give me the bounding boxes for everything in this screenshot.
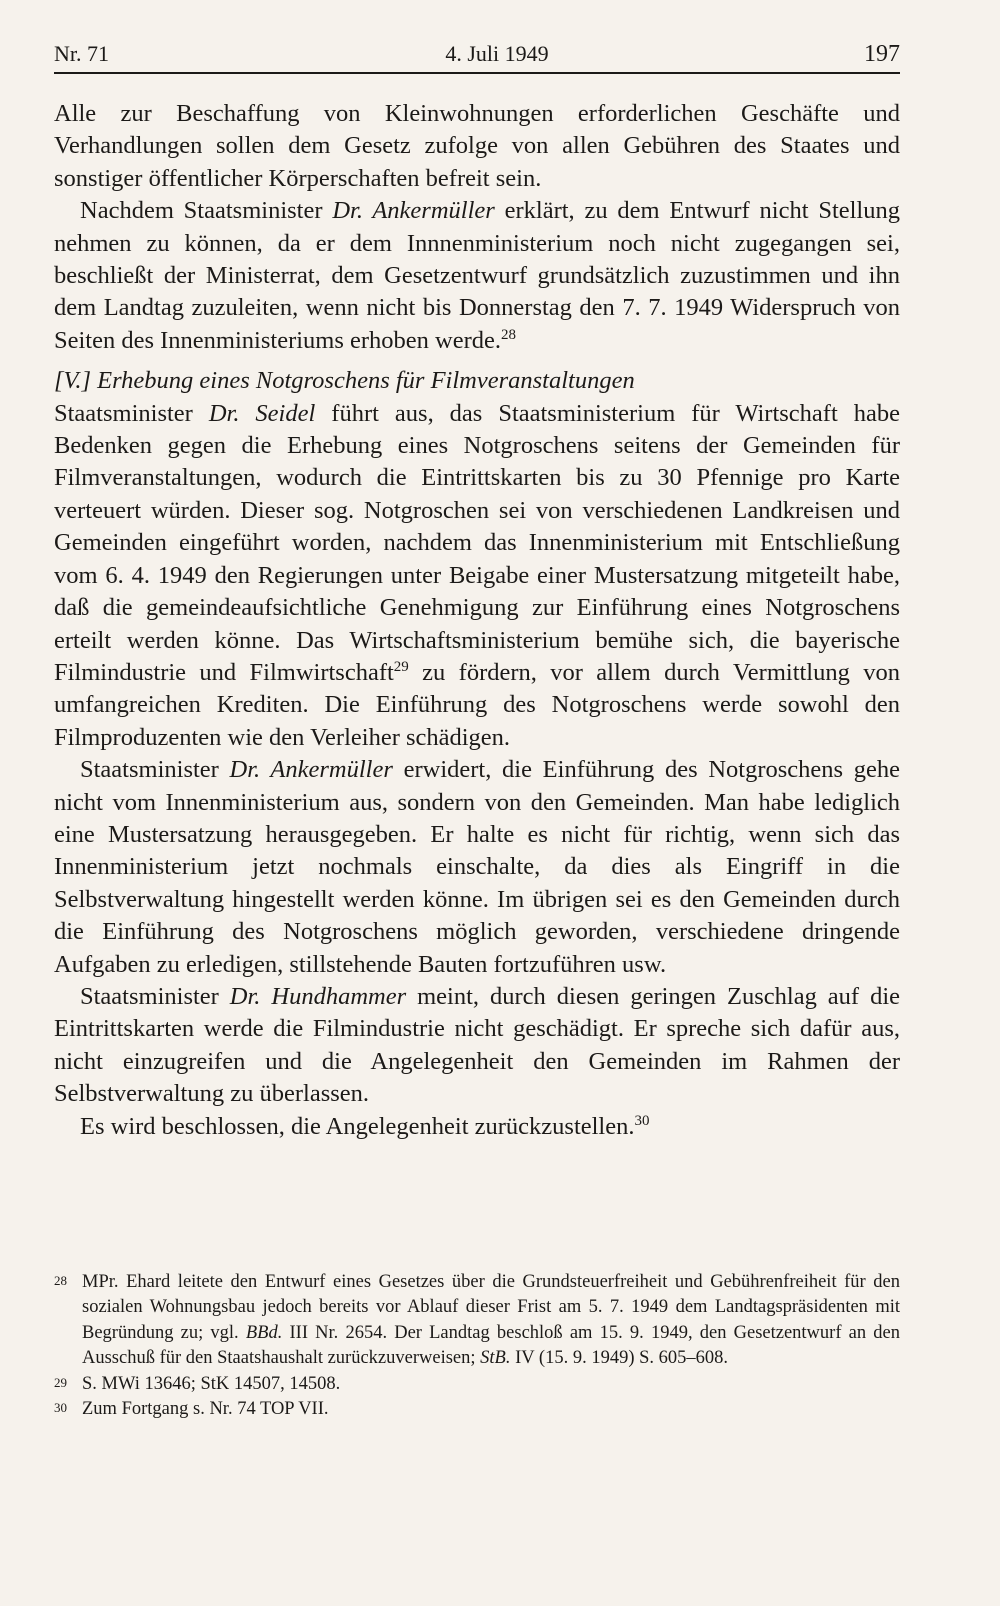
text-run: Staatsminister xyxy=(80,982,230,1010)
footnote-ref: 29 xyxy=(393,658,409,675)
footnote-ref: 30 xyxy=(634,1112,650,1129)
italic-text: Dr. Seidel xyxy=(208,399,316,427)
paragraph xyxy=(54,981,900,1111)
italic-text: Dr. Hundhammer xyxy=(229,982,407,1010)
paragraph xyxy=(54,754,900,981)
text-run: Zum Fortgang s. Nr. 74 TOP VII. xyxy=(82,1399,329,1420)
text-run: MPr. Ehard leitete den Entwurf eines Gesetzes über die Grundsteuerfreiheit und Gebührenfreiheit für den sozialen Wohnungsbau jedoch bereits vor Ablauf dieser Frist am 5. 7. 1949 dem Landtagspräsidenten mit Begründung zu; vgl. xyxy=(82,1272,900,1343)
page-number: 197 xyxy=(864,41,900,67)
text-run: führt aus, das Staatsministerium für Wirtschaft habe Bedenken gegen die Erhebung eines Notgroschens seitens der Gemeinden für Filmveranstaltungen, wodurch die Eintrittskarten bis zu 30 Pfennige pro Karte verteuert würden. Dieser sog. Notgroschen sei von verschiedenen Landkreisen und Gemeinden eingeführt worden, nachdem das Innenministerium mit Entschließung vom 6. 4. 1949 den Regierungen unter Beigabe einer Mustersatzung mitgeteilt habe, daß die gemeindeaufsichtliche Genehmigung zur Einführung eines Notgroschens erteilt werden könne. Das Wirtschaftsministerium bemühe sich, die bayerische Filmindustrie und Filmwirtschaft xyxy=(54,399,901,686)
footnotes xyxy=(54,1270,900,1422)
italic-text: Dr. Ankermüller xyxy=(229,756,393,784)
header-date: 4. Juli 1949 xyxy=(445,41,549,66)
footnote-number: 28 xyxy=(54,1273,67,1288)
running-header xyxy=(54,36,900,72)
italic-text: StB. xyxy=(480,1348,511,1369)
main-text xyxy=(54,98,900,1143)
italic-text: Dr. Ankermüller xyxy=(332,197,495,225)
footnote xyxy=(54,1397,900,1422)
text-run: Staatsminister xyxy=(80,756,230,784)
text-run: erwidert, die Einführung des Notgroschens gehe nicht vom Innenministerium aus, sondern von den Gemeinden. Man habe lediglich eine Mustersatzung herausgegeben. Er halte es nicht für richtig, wenn sich das Innenministerium jetzt nochmals einschalte, da dies als Eingriff in die Selbstverwaltung hingestellt werden könne. Im übrigen sei es den Gemeinden durch die Einführung des Notgroschens möglich geworden, verschiedene dringende Aufgaben zu erledigen, stillstehende Bauten fortzuführen usw. xyxy=(54,756,900,978)
italic-text: BBd. xyxy=(245,1322,283,1343)
text-run: Es wird beschlossen, die Angelegenheit zurückzustellen. xyxy=(80,1112,635,1140)
text-run: meint, durch diesen geringen Zuschlag auf die Eintrittskarten werde die Filmindustrie nicht geschädigt. Er spreche sich dafür aus, nicht einzugreifen und die Angelegenheit den Gemeinden im Rahmen der Selbstverwaltung zu überlassen. xyxy=(54,982,901,1108)
section-heading xyxy=(54,365,900,397)
document-number: Nr. 71 xyxy=(54,41,109,66)
footnote-ref: 28 xyxy=(501,326,517,343)
footnote xyxy=(54,1372,900,1397)
paragraph xyxy=(54,98,900,195)
text-run: Alle zur Beschaffung von Kleinwohnungen erforderlichen Geschäfte und Verhandlungen sollen dem Gesetz zufolge von allen Gebühren des Staates und sonstiger öffentlicher Körperschaften befreit sein. xyxy=(54,100,900,192)
footnote-number: 29 xyxy=(54,1374,67,1390)
footnote-number: 30 xyxy=(54,1400,67,1416)
text-run: S. MWi 13646; StK 14507, 14508. xyxy=(82,1373,341,1394)
header-rule xyxy=(54,72,900,74)
footnote xyxy=(54,1270,900,1372)
paragraph xyxy=(54,195,900,357)
text-run: erklärt, zu dem Entwurf nicht Stellung nehmen zu können, da er dem Innnenministerium noch nicht zugegangen sei, beschließt der Ministerrat, dem Gesetzentwurf grundsätzlich zuzustimmen und ihn dem Landtag zuzuleiten, wenn nicht bis Donnerstag den 7. 7. 1949 Widerspruch von Seiten des Innenministeriums erhoben werde. xyxy=(54,197,900,354)
paragraph xyxy=(54,398,900,754)
text-run: Nachdem Staatsminister xyxy=(80,197,333,225)
text-run: Staatsminister xyxy=(54,399,209,427)
paragraph xyxy=(54,1111,900,1143)
text-run: zu fördern, vor allem durch Vermittlung von umfangreichen Krediten. Die Einführung des Notgroschens werde sowohl den Filmproduzenten wie den Verleiher schädigen. xyxy=(54,658,900,751)
text-run: [V.] Erhebung eines Notgroschens für Filmveranstaltungen xyxy=(54,367,635,395)
text-run: IV (15. 9. 1949) S. 605–608. xyxy=(510,1348,729,1369)
text-run: III Nr. 2654. Der Landtag beschloß am 15. 9. 1949, den Gesetzentwurf an den Ausschuß für den Staatshaushalt zurückzuverweisen; xyxy=(82,1322,900,1369)
